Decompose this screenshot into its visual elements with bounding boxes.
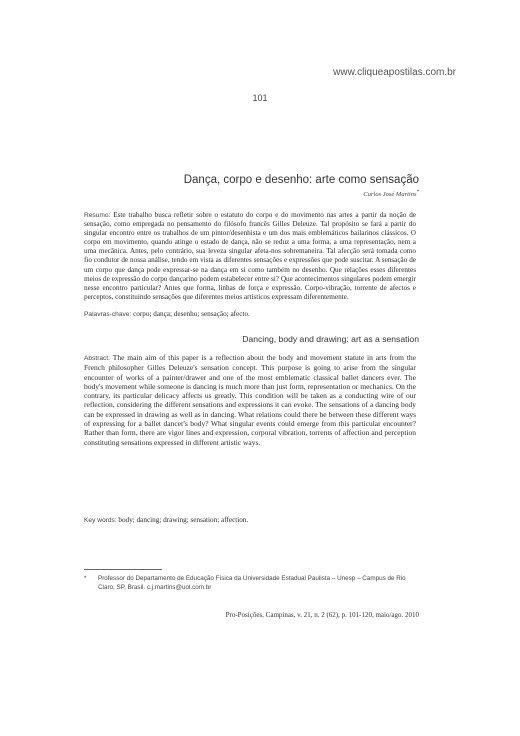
author-line xyxy=(363,190,419,198)
article-title-en: Dancing, body and drawing: art as a sensation xyxy=(242,334,419,344)
abstract-pt xyxy=(84,211,416,302)
abstract-pt-text: Este trabalho busca refletir sobre o estatuto do corpo e do movimento nas artes a partir da noção de sensação, como empregada no pensamento do filósofo francês Gilles Deleuze. Tal propósito se fará a partir do singular encontro entre os trabalhos de um pintor/desenhista e um dos mais emblemáticos bailarinos clássicos. O corpo em movimento, quando atinge o estado de dança, não se reduz a uma forma, a uma representação, nem a uma mecânica. Antes, pelo contrário, sua leveza singular afeta-nos sobremaneira. Tal afecção será tomada como fio condutor de nossa análise, tendo em vista as diferentes sensações e expressões que pode suscitar. A sensação de um corpo que dança pode expressar-se na dança em si como também no desenho. Que relações esses diferentes meios de expressão do corpo dançarino podem estabelecer entre si? Que acontecimentos singulares podem emergir nesse encontro particular? Antes que forma, linhas de força e expressão. Corpo-vibração, torrente de afectos e perceptos, constituindo sensações que diferentes meios artísticos expressam diferentemente. xyxy=(84,211,416,301)
abstract-pt-label: Resumo: xyxy=(84,212,111,219)
footnote-marker: * xyxy=(84,575,87,582)
keywords-en xyxy=(84,516,416,525)
watermark-url[interactable]: www.cliqueapostilas.com.br xyxy=(333,67,456,78)
footnote-divider xyxy=(84,569,162,570)
author-name: Carlos José Martins xyxy=(363,191,417,199)
author-footnote-marker[interactable]: * xyxy=(416,190,419,195)
abstract-en xyxy=(84,353,416,447)
keywords-pt xyxy=(84,310,416,319)
footnote-text: Professor do Departamento de Educação Física da Universidade Estadual Paulista – Unesp – Campus de Rio Claro, SP, Brasil. c.j.martins@uol.com.br xyxy=(98,575,406,591)
keywords-pt-label: Palavras-chave: xyxy=(84,311,132,318)
journal-citation: Pro-Posições, Campinas, v. 21, n. 2 (62), p. 101-120, maio/ago. 2010 xyxy=(225,611,419,619)
article-title-pt: Dança, corpo e desenho: arte como sensação xyxy=(183,174,419,186)
keywords-en-label: Key words: xyxy=(84,517,117,524)
page-number: 101 xyxy=(252,93,268,103)
keywords-en-text: body; dancing; drawing; sensation; affection. xyxy=(118,516,249,524)
abstract-en-label: Abstract: xyxy=(84,355,111,362)
abstract-en-text: The main aim of this paper is a reflection about the body and movement statute in arts from the French philosopher Gilles Deleuze's sensation concept. This purpose is going to arise from the singular encounter of works of a painter/drawer and one of the most emblematic classical ballet dancers ever. The body's movement while someone is dancing is much more than just form, representation or mechanics. On the contrary, its particular delicacy affects us greatly. This condition will be taken as a conducting wire of our reflection, considering the different sensations and expressions it can evoke. The sensations of a dancing body can be expressed in drawing as well as in dancing. What relations could there be between these different ways of expressing for a ballet dancer's body? What singular events could emerge from this particular encounter? Rather than form, there are vigor lines and expression, corporal vibration, torrents of affection and perception constituting sensations expressed in different artistic ways. xyxy=(84,353,416,447)
footnote xyxy=(84,574,420,592)
keywords-pt-text: corpo; dança; desenho; sensação; afecto. xyxy=(133,310,250,318)
